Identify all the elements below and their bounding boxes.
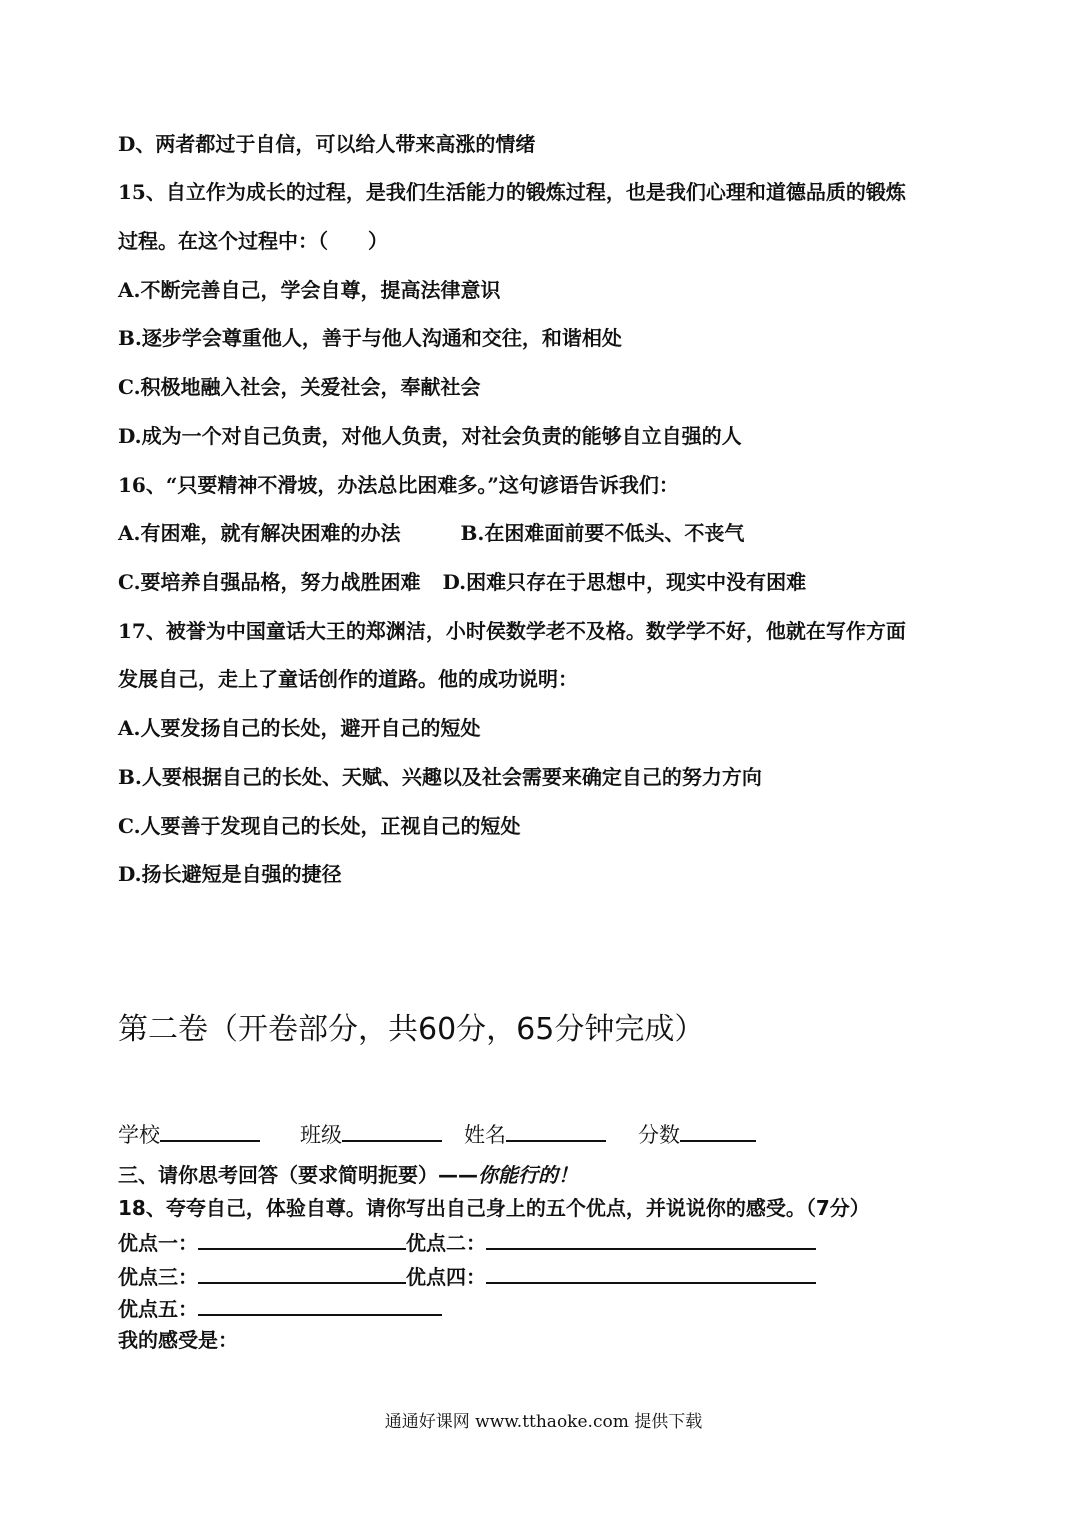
q15-option-d: D.成为一个对自己负责，对他人负责，对社会负责的能够自立自强的人 <box>118 424 742 448</box>
q16-stem: 16、“只要精神不滑坡，办法总比困难多。”这句谚语告诉我们： <box>118 473 679 497</box>
q14-option-d: D、两者都过于自信，可以给人带来高涨的情绪 <box>118 132 536 156</box>
q16-option-d: D.困难只存在于思想中，现实中没有困难 <box>442 570 807 594</box>
student-info-row <box>118 1120 756 1149</box>
q15-option-b: B.逐步学会尊重他人，善于与他人沟通和交往，和谐相处 <box>118 326 622 350</box>
q17-stem-line1: 17、被誉为中国童话大王的郑渊洁，小时侯数学老不及格。数学学不好，他就在写作方面 <box>118 619 906 643</box>
section3-lead: 三、请你思考回答（要求简明扼要）—— <box>118 1163 478 1187</box>
q17-option-d: D.扬长避短是自强的捷径 <box>118 862 342 886</box>
merit-row-1 <box>118 1228 816 1256</box>
q15-option-c: C.积极地融入社会，关爱社会，奉献社会 <box>118 375 481 399</box>
q17-stem-line2: 发展自己，走上了童话创作的道路。他的成功说明： <box>118 667 578 691</box>
q16-option-a: A.有困难，就有解决困难的办法 <box>118 521 401 545</box>
name-label: 姓名 <box>464 1123 506 1147</box>
q15-stem-line1: 15、自立作为成长的过程，是我们生活能力的锻炼过程，也是我们心理和道德品质的锻炼 <box>118 180 906 204</box>
merit1-label: 优点一： <box>118 1231 198 1255</box>
section3-emphasis: 你能行的！ <box>478 1163 578 1187</box>
q16-option-b: B.在困难面前要不低头、不丧气 <box>460 521 745 545</box>
footer-source: 通通好课网 www.tthaoke.com 提供下载 <box>384 1412 703 1432</box>
score-label: 分数 <box>638 1123 680 1147</box>
merit-row-2 <box>118 1262 816 1290</box>
class-label: 班级 <box>300 1123 342 1147</box>
merit-row-3 <box>118 1294 442 1322</box>
q18-stem: 18、夸夸自己，体验自尊。请你写出自己身上的五个优点，并说说你的感受。（7分） <box>118 1196 870 1220</box>
merit4-label: 优点四： <box>406 1265 486 1289</box>
merit2-label: 优点二： <box>406 1231 486 1255</box>
merit5-field[interactable] <box>198 1294 442 1316</box>
q17-option-b: B.人要根据自己的长处、天赋、兴趣以及社会需要来确定自己的努力方向 <box>118 765 762 789</box>
merit3-field[interactable] <box>198 1262 406 1284</box>
merit1-field[interactable] <box>198 1228 406 1250</box>
section3-heading <box>118 1162 578 1188</box>
merit4-field[interactable] <box>486 1262 816 1284</box>
q17-option-c: C.人要善于发现自己的长处，正视自己的短处 <box>118 814 521 838</box>
merit5-label: 优点五： <box>118 1297 198 1321</box>
class-field[interactable] <box>342 1120 442 1142</box>
school-field[interactable] <box>160 1120 260 1142</box>
q16-options-row2 <box>118 568 806 596</box>
name-field[interactable] <box>506 1120 606 1142</box>
school-label: 学校 <box>118 1123 160 1147</box>
merit2-field[interactable] <box>486 1228 816 1250</box>
q17-option-a: A.人要发扬自己的长处，避开自己的短处 <box>118 716 481 740</box>
q16-options-row1 <box>118 519 744 547</box>
feeling-label: 我的感受是： <box>118 1328 238 1352</box>
part2-title: 第二卷（开卷部分，共60分，65分钟完成） <box>118 1012 705 1047</box>
q15-stem-line2: 过程。在这个过程中：（ ） <box>118 229 388 253</box>
q15-option-a: A.不断完善自己，学会自尊，提高法律意识 <box>118 278 501 302</box>
merit3-label: 优点三： <box>118 1265 198 1289</box>
q16-option-c: C.要培养自强品格，努力战胜困难 <box>118 570 421 594</box>
score-field[interactable] <box>680 1120 756 1142</box>
